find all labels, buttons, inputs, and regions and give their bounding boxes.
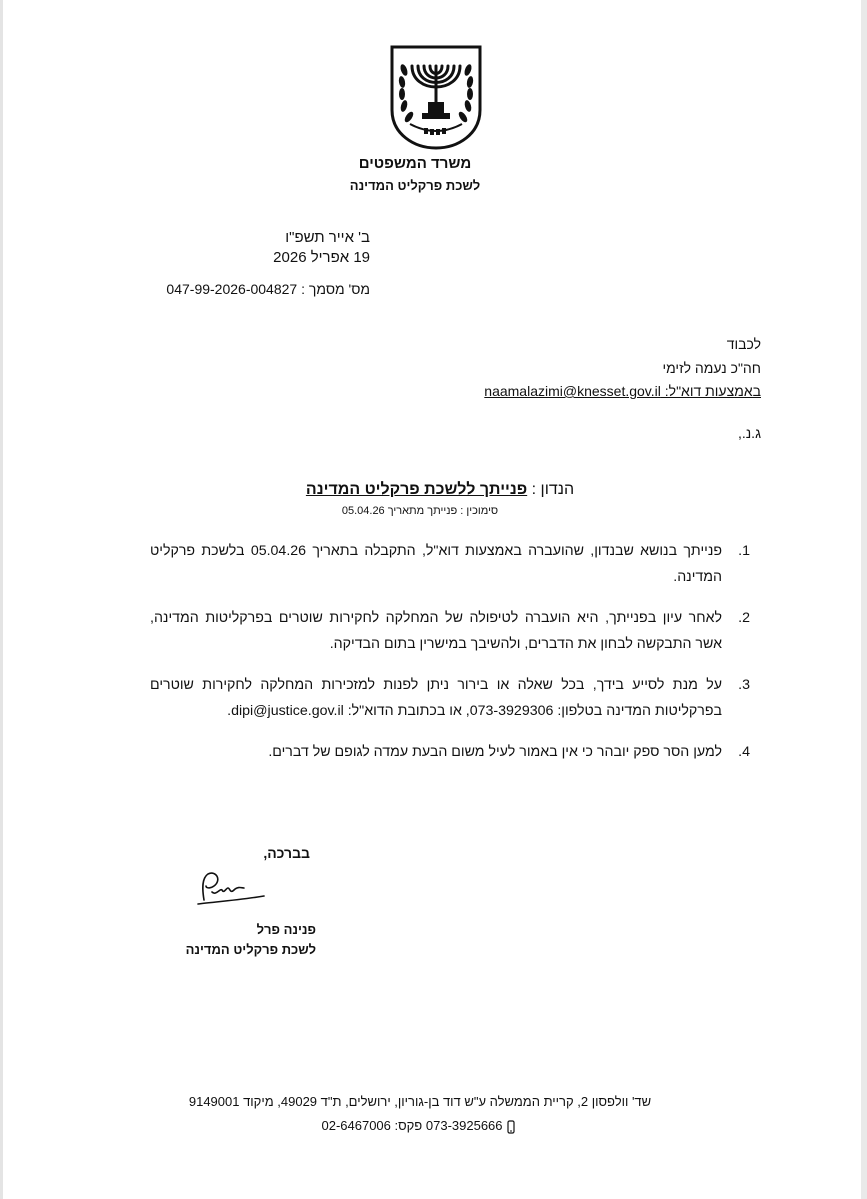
footer-phone: 073-3925666 — [425, 1118, 503, 1133]
item-text: על מנת לסייע בידך, בכל שאלה או בירור ניתן לפנות למזכירות המחלקה לחקירות שוטרים בפרקליטות המדינה בטלפון: 073-3929306, או בכתובת הדוא"ל: dipi@justice.gov.il. — [150, 677, 722, 719]
item-text: לאחר עיון בפנייתך, היא הועברה לטיפולה של המחלקה לחקירות שוטרים בפרקליטות המדינה, אשר התבקשה לבחון את הדברים, ולהשיבך במישרין בתום הבדיקה. — [150, 610, 722, 652]
item-text: פנייתך בנושא שבנדון, שהועברה באמצעות דוא"ל, התקבלה בתאריך 05.04.26 בלשכת פרקליט המדינה. — [150, 543, 722, 585]
footer-fax: פקס: 02-6467006 — [321, 1118, 423, 1133]
office-name: לשכת פרקליט המדינה — [349, 178, 481, 193]
signer-role: לשכת פרקליט המדינה — [185, 942, 316, 957]
recipient-name: חה"כ נעמה לזימי — [662, 360, 761, 376]
left-page-edge — [0, 0, 3, 1199]
list-item — [150, 739, 750, 765]
subject-reference: סימוכין : פנייתך מתאריך 05.04.26 — [341, 505, 499, 517]
footer-contact — [120, 1118, 720, 1134]
item-number: 3. — [738, 677, 750, 693]
document-number: מס' מסמך : 047-99-2026-004827 — [166, 281, 370, 297]
list-item — [150, 605, 750, 657]
item-number: 4. — [738, 744, 750, 760]
date-gregorian: 19 אפריל 2026 — [273, 249, 370, 266]
recipient-salutation: לכבוד — [726, 336, 761, 352]
right-page-edge — [861, 0, 867, 1199]
signature-icon — [190, 866, 270, 910]
subject-prefix: הנדון : — [531, 481, 575, 498]
list-item — [150, 538, 750, 590]
subject-line — [220, 481, 660, 499]
state-emblem-icon — [388, 44, 484, 152]
phone-icon — [506, 1120, 516, 1134]
item-number: 1. — [738, 543, 750, 559]
item-number: 2. — [738, 610, 750, 626]
body-items — [150, 538, 750, 780]
date-hebrew: ב' אייר תשפ"ו — [285, 229, 370, 246]
ministry-name: משרד המשפטים — [358, 155, 472, 172]
greeting: ג.נ., — [737, 425, 761, 441]
item-text: למען הסר ספק יובהר כי אין באמור לעיל משום הבעת עמדה לגופם של דברים. — [268, 744, 722, 760]
signer-name: פנינה פרל — [256, 922, 316, 937]
list-item — [150, 672, 750, 724]
recipient-email-line[interactable]: באמצעות דוא"ל: naamalazimi@knesset.gov.il — [484, 383, 761, 399]
closing: בברכה, — [263, 845, 310, 861]
footer-address: שד' וולפסון 2, קריית הממשלה ע"ש דוד בן-גוריון, ירושלים, ת"ד 49029, מיקוד 9149001 — [188, 1094, 652, 1109]
subject-title: פנייתך ללשכת פרקליט המדינה — [305, 481, 528, 498]
